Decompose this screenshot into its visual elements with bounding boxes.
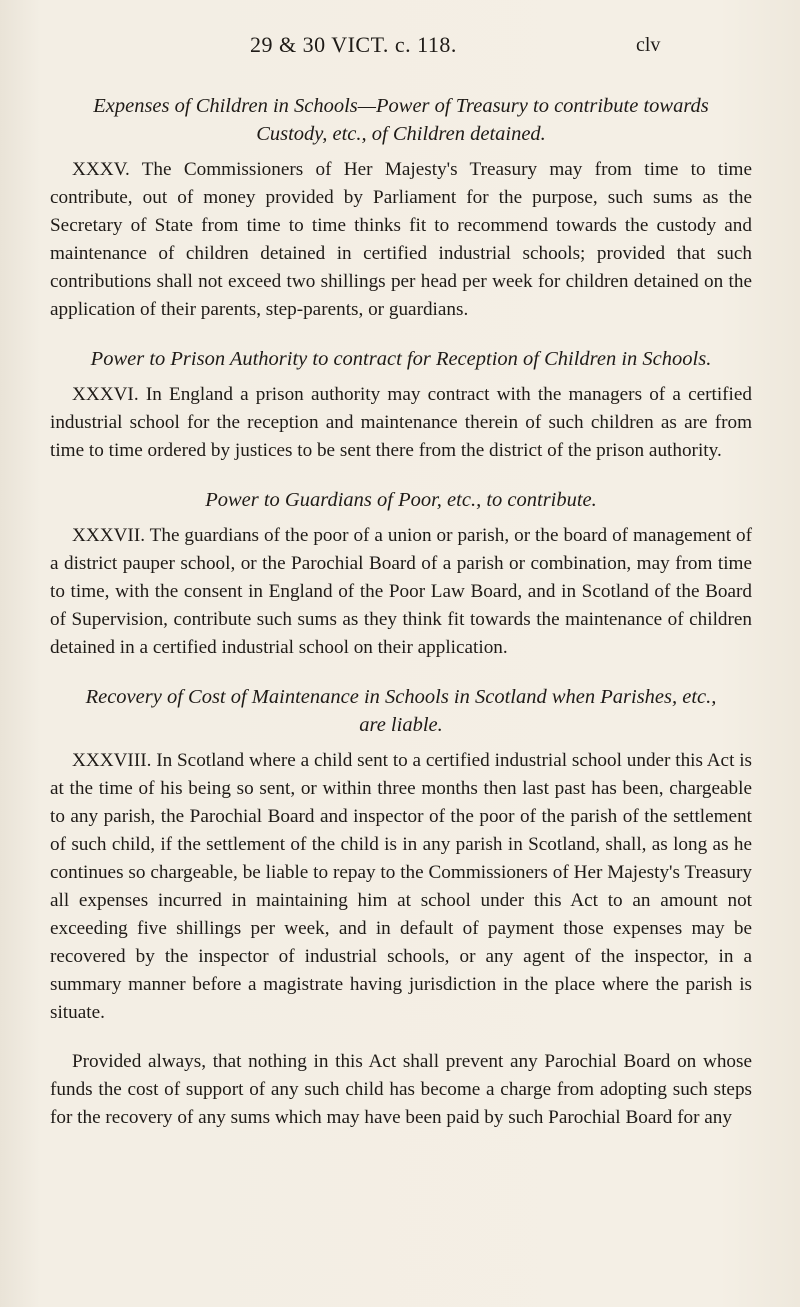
proviso-paragraph: Provided always, that nothing in this Act shall prevent any Parochial Board on whose funds the cost of support of any such child has become a charge from adopting such steps for the recovery of any sums which may have been paid by such Parochial Board for any (50, 1051, 752, 1128)
section-35 (50, 92, 752, 324)
section-paragraph (50, 522, 752, 662)
page-header (0, 30, 800, 60)
section-paragraph (50, 156, 752, 324)
section-paragraph (50, 747, 752, 1027)
section-text: The guardians of the poor of a union or parish, or the board of management of a district pauper school, or the Parochial Board of a parish or combination, may from time to time, with the consent in England of the Poor Law Board, and in Scotland of the Board of Supervision, contribute such sums as they think fit towards the maintenance of children detained in a certified industrial school on their application. (50, 525, 752, 658)
page-body (50, 92, 752, 1132)
section-number: XXXV. (72, 159, 130, 180)
section-number: XXXVIII. (72, 750, 152, 771)
page-number: clv (636, 34, 661, 56)
section-paragraph (50, 381, 752, 465)
running-head: 29 & 30 VICT. c. 118. (250, 32, 457, 57)
section-37 (50, 486, 752, 662)
section-38 (50, 683, 752, 1132)
section-number: XXXVI. (72, 384, 139, 405)
section-text: The Commissioners of Her Majesty's Treasury may from time to time contribute, out of money provided by Parliament for the purpose, such sums as the Secretary of State from time to time thinks fit to recommend towards the custody and maintenance of children detained in certified industrial schools; provided that such contributions shall not exceed two shillings per head per week for children detained on the application of their parents, step-parents, or guardians. (50, 159, 752, 320)
section-36 (50, 345, 752, 465)
section-number: XXXVII. (72, 525, 146, 546)
section-heading: Power to Guardians of Poor, etc., to contribute. (205, 489, 597, 511)
section-heading: Power to Prison Authority to contract for Reception of Children in Schools. (90, 348, 712, 370)
section-heading: Recovery of Cost of Maintenance in Schools in Scotland when Parishes, etc., are liable. (85, 686, 717, 736)
section-text: In England a prison authority may contract with the managers of a certified industrial school for the reception and maintenance therein of such children as are from time to time ordered by justices to be sent there from the district of the prison authority. (50, 384, 752, 461)
section-heading: Expenses of Children in Schools—Power of Treasury to contribute towards Custody, etc., of Children detained. (93, 95, 709, 145)
section-text: In Scotland where a child sent to a certified industrial school under this Act is at the time of his being so sent, or within three months then last past has been, chargeable to any parish, the Parochial Board and inspector of the poor of the parish of the settlement of such child, if the settlement of the child is in any parish in Scotland, shall, as long as he continues so chargeable, be liable to repay to the Commissioners of Her Majesty's Treasury all expenses incurred in maintaining him at school under this Act to an amount not exceeding five shillings per week, and in default of payment those expenses may be recovered by the inspector of industrial schools, or any agent of the inspector, in a summary manner before a magistrate having jurisdiction in the place where the parish is situate. (50, 750, 753, 1023)
